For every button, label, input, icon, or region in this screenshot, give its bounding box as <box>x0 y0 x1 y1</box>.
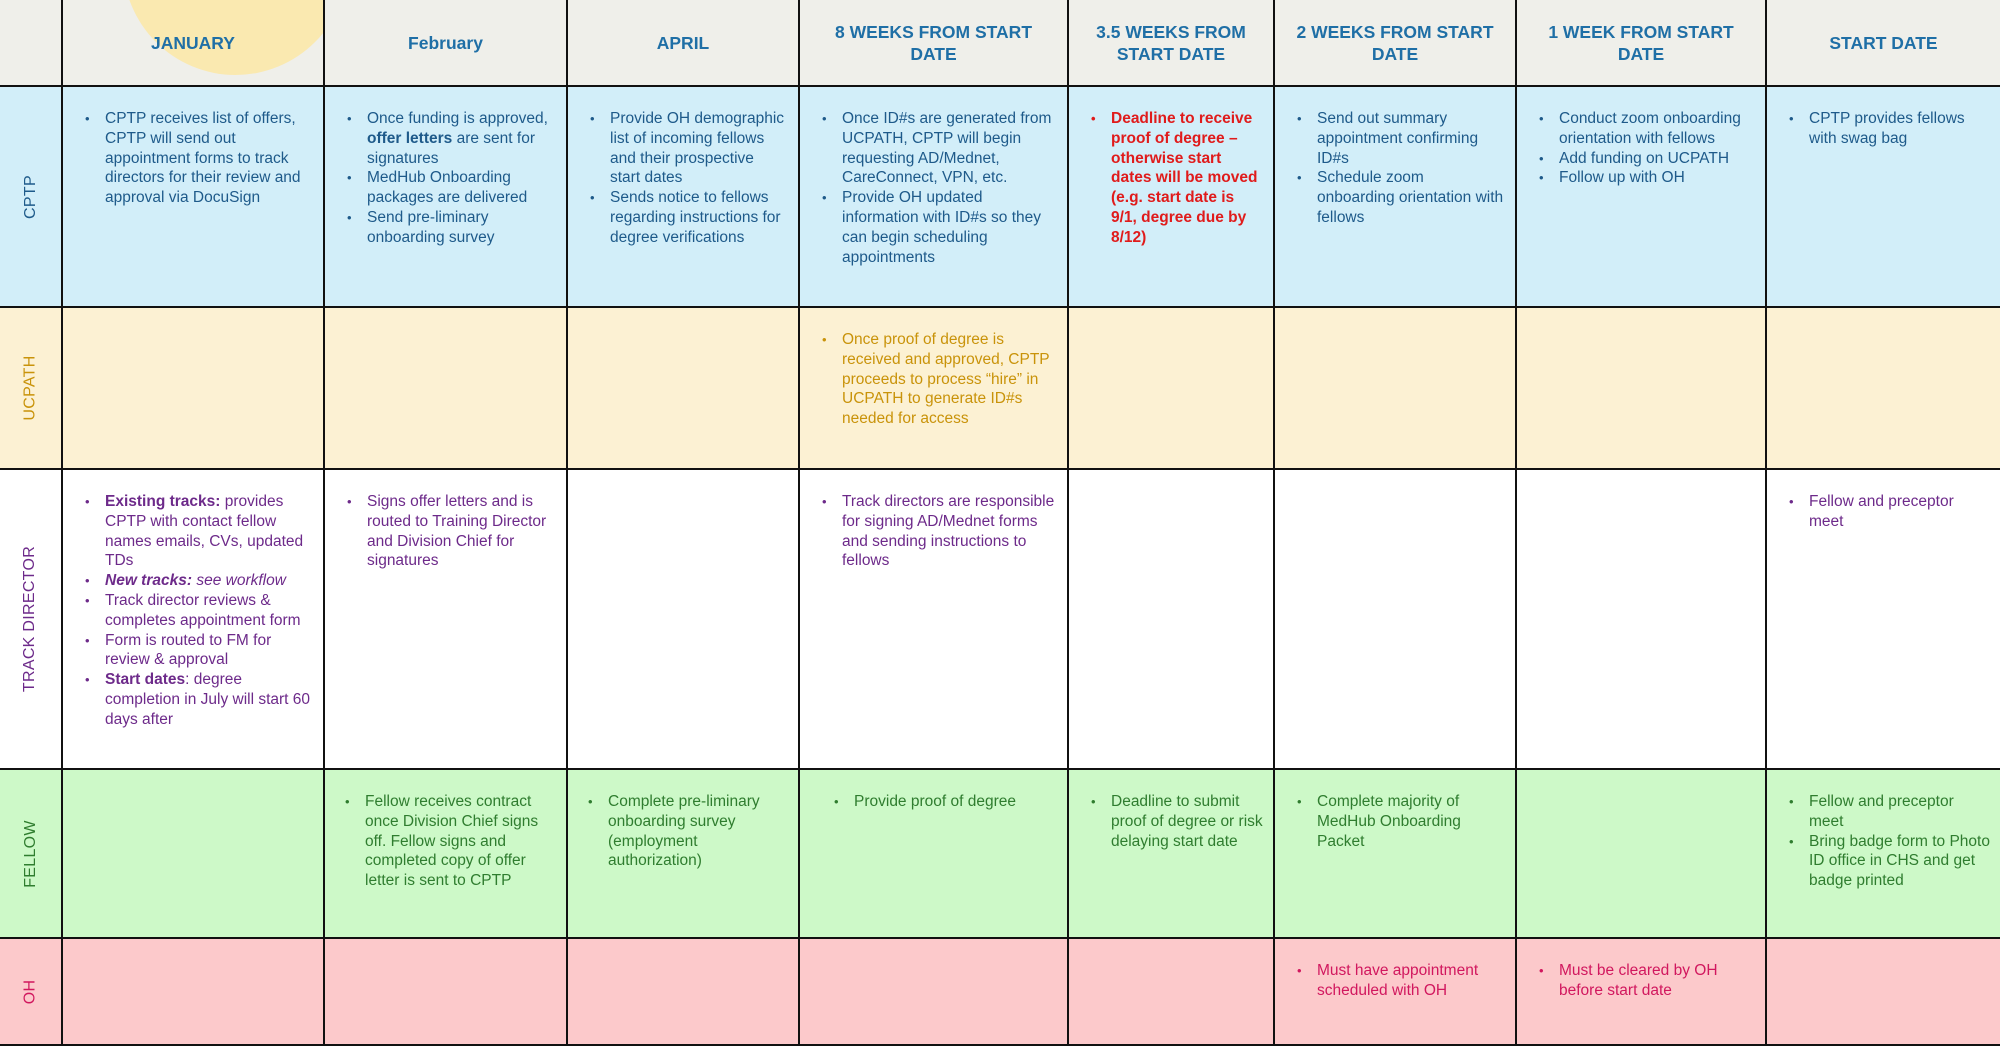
header-january <box>63 0 325 87</box>
list-item: • CPTP receives list of offers, CPTP will send out appointment forms to track directors for their review and approval via DocuSign <box>105 109 313 208</box>
cptp-1-week-cell <box>1517 87 1767 308</box>
list-item: • Send pre-liminary onboarding survey <box>367 208 556 248</box>
corner-cell <box>0 0 63 87</box>
cptp-2-weeks-cell <box>1275 87 1517 308</box>
list-item: • Signs offer letters and is routed to Training Director and Division Chief for signatures <box>367 492 556 571</box>
header-april-label: APRIL <box>656 32 710 53</box>
header-3-5-weeks <box>1069 0 1275 87</box>
ucpath-8-weeks-cell <box>800 308 1069 470</box>
track-start-date-cell <box>1767 470 2000 770</box>
list-item <box>367 109 556 168</box>
track-8-weeks-cell <box>800 470 1069 770</box>
header-1-week <box>1517 0 1767 87</box>
fellow-2-weeks-cell <box>1275 770 1517 939</box>
list-item: • Track directors are responsible for signing AD/Mednet forms and sending instructions to fellows <box>842 492 1057 571</box>
track-1-week-cell <box>1517 470 1767 770</box>
list-item <box>105 571 313 591</box>
cptp-january-cell <box>63 87 325 308</box>
oh-april-cell <box>568 939 800 1046</box>
list-item: • Schedule zoom onboarding orientation with fellows <box>1317 168 1505 227</box>
ucpath-1-week-cell <box>1517 308 1767 470</box>
oh-january-cell <box>63 939 325 1046</box>
list-item <box>105 670 313 729</box>
list-item: • Complete pre-liminary onboarding survey (employment authorization) <box>608 792 788 871</box>
list-item: • Follow up with OH <box>1559 168 1755 188</box>
ucpath-february-cell <box>325 308 568 470</box>
list-item: • Provide OH updated information with ID#s so they can begin scheduling appointments <box>842 188 1057 267</box>
oh-8-weeks-cell <box>800 939 1069 1046</box>
row-label-fellow <box>0 770 63 939</box>
list-item: • Conduct zoom onboarding orientation with fellows <box>1559 109 1755 149</box>
cptp-8-weeks-cell <box>800 87 1069 308</box>
oh-february-cell <box>325 939 568 1046</box>
list-item: • Fellow and preceptor meet <box>1809 792 1990 832</box>
track-january-cell <box>63 470 325 770</box>
list-item: • Must be cleared by OH before start date <box>1559 961 1755 1001</box>
header-january-label: JANUARY <box>151 32 235 53</box>
text-fragment-italic: see workflow <box>196 572 286 590</box>
header-april <box>568 0 800 87</box>
text-fragment-bold-italic: New tracks: <box>105 572 193 590</box>
row-label-track-director <box>0 470 63 770</box>
list-item: • Provide proof of degree <box>854 792 1057 812</box>
list-item: • Provide OH demographic list of incoming fellows and their prospective start dates <box>610 109 788 188</box>
row-label-track-director-text: TRACK DIRECTOR <box>21 545 39 693</box>
list-item: • Deadline to submit proof of degree or risk delaying start date <box>1111 792 1263 851</box>
track-april-cell <box>568 470 800 770</box>
header-february-label: February <box>408 32 483 53</box>
header-start-date-label: START DATE <box>1829 32 1938 53</box>
list-item: • MedHub Onboarding packages are delivered <box>367 168 556 208</box>
text-fragment-bold: Start dates <box>105 671 186 689</box>
header-1-week-label: 1 WEEK FROM START DATE <box>1548 21 1734 64</box>
list-item: • Form is routed to FM for review & approval <box>105 631 313 671</box>
row-label-fellow-text: FELLOW <box>21 819 39 888</box>
track-2-weeks-cell <box>1275 470 1517 770</box>
header-february <box>325 0 568 87</box>
ucpath-start-date-cell <box>1767 308 2000 470</box>
list-item: • Sends notice to fellows regarding instructions for degree verifications <box>610 188 788 247</box>
text-fragment: Once funding is approved, <box>367 110 548 127</box>
list-item: • Fellow receives contract once Division Chief signs off. Fellow signs and completed copy of offer letter is sent to CPTP <box>365 792 556 891</box>
row-label-cptp-text: CPTP <box>21 174 39 219</box>
text-fragment-bold: Existing tracks: <box>105 493 221 510</box>
row-label-ucpath <box>0 308 63 470</box>
ucpath-april-cell <box>568 308 800 470</box>
deadline-item: • Deadline to receive proof of degree – otherwise start dates will be moved (e.g. start date is 9/1, degree due by 8/12) <box>1111 109 1263 248</box>
header-8-weeks-label: 8 WEEKS FROM START DATE <box>834 21 1033 64</box>
header-3-5-weeks-label: 3.5 WEEKS FROM START DATE <box>1096 21 1246 64</box>
fellow-february-cell <box>325 770 568 939</box>
fellow-january-cell <box>63 770 325 939</box>
list-item <box>105 492 313 571</box>
list-item: • Send out summary appointment confirming ID#s <box>1317 109 1505 168</box>
row-label-oh <box>0 939 63 1046</box>
list-item: • Once proof of degree is received and approved, CPTP proceeds to process “hire” in UCPATH to generate ID#s needed for access <box>842 330 1057 429</box>
track-3-5-weeks-cell <box>1069 470 1275 770</box>
oh-1-week-cell <box>1517 939 1767 1046</box>
row-label-ucpath-text: UCPATH <box>21 355 39 421</box>
cptp-start-date-cell <box>1767 87 2000 308</box>
text-fragment: : degree completion in July will start 60 days after <box>105 671 311 728</box>
ucpath-january-cell <box>63 308 325 470</box>
fellow-start-date-cell <box>1767 770 2000 939</box>
fellow-april-cell <box>568 770 800 939</box>
text-fragment-bold: offer letters <box>367 129 453 147</box>
header-2-weeks <box>1275 0 1517 87</box>
fellow-3-5-weeks-cell <box>1069 770 1275 939</box>
list-item: • CPTP provides fellows with swag bag <box>1809 109 1990 149</box>
list-item: • Fellow and preceptor meet <box>1809 492 1990 532</box>
text-fragment: provides CPTP with contact fellow names emails, CVs, updated TDs <box>105 493 304 570</box>
oh-start-date-cell <box>1767 939 2000 1046</box>
cptp-february-cell <box>325 87 568 308</box>
header-8-weeks <box>800 0 1069 87</box>
list-item: • Add funding on UCPATH <box>1559 149 1755 169</box>
text-fragment: are sent for signatures <box>367 129 535 167</box>
oh-3-5-weeks-cell <box>1069 939 1275 1046</box>
ucpath-3-5-weeks-cell <box>1069 308 1275 470</box>
fellow-1-week-cell <box>1517 770 1767 939</box>
header-2-weeks-label: 2 WEEKS FROM START DATE <box>1296 21 1494 64</box>
fellow-8-weeks-cell <box>800 770 1069 939</box>
oh-2-weeks-cell <box>1275 939 1517 1046</box>
ucpath-2-weeks-cell <box>1275 308 1517 470</box>
cptp-3-5-weeks-cell <box>1069 87 1275 308</box>
list-item: • Track director reviews & completes appointment form <box>105 591 313 631</box>
list-item: • Once ID#s are generated from UCPATH, CPTP will begin requesting AD/Mednet, CareConnect, VPN, etc. <box>842 109 1057 188</box>
row-label-cptp <box>0 87 63 308</box>
cptp-april-cell <box>568 87 800 308</box>
list-item: • Complete majority of MedHub Onboarding Packet <box>1317 792 1505 851</box>
row-label-oh-text: OH <box>21 979 39 1004</box>
header-start-date <box>1767 0 2000 87</box>
list-item: • Must have appointment scheduled with OH <box>1317 961 1505 1001</box>
track-february-cell <box>325 470 568 770</box>
list-item: • Bring badge form to Photo ID office in CHS and get badge printed <box>1809 832 1990 891</box>
